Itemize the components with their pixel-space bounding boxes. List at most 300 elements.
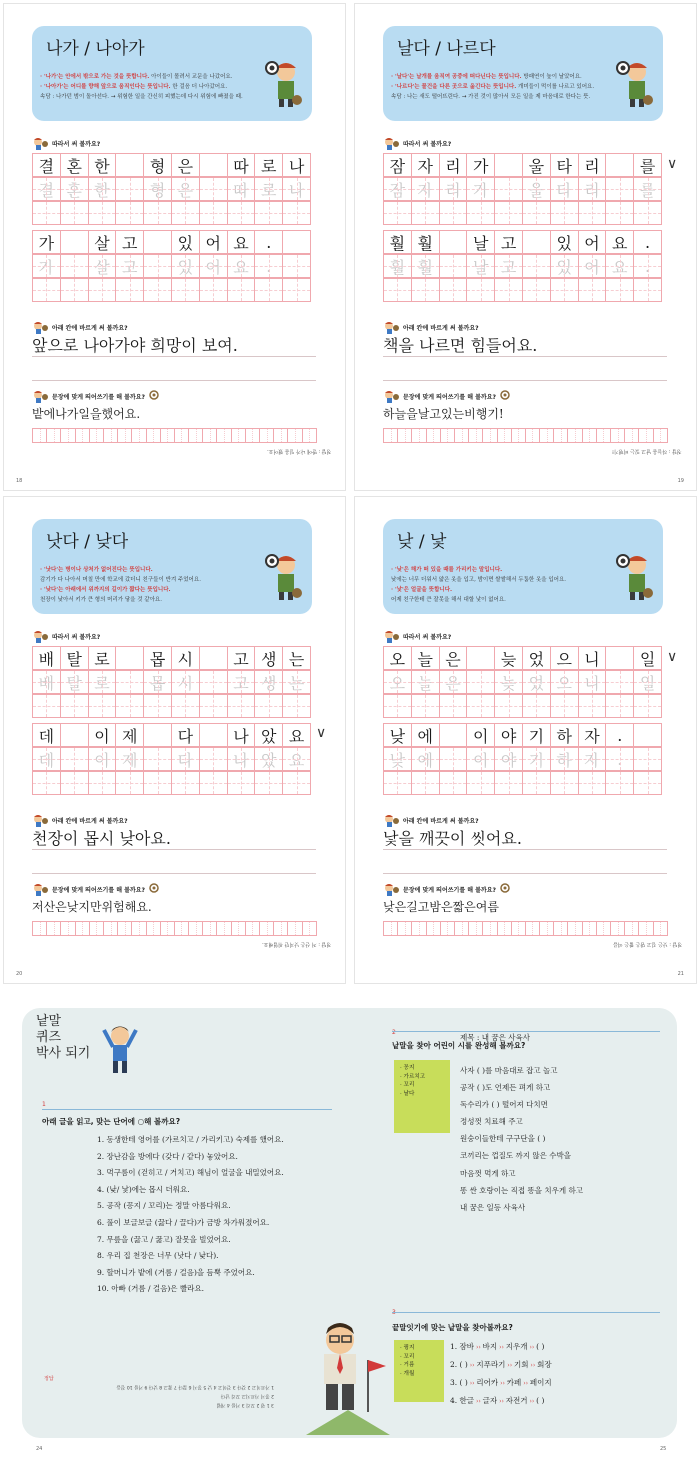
spacing-cell[interactable] <box>75 428 90 443</box>
chain-word: 2. ( ) <box>450 1360 468 1369</box>
chain-word: 카페 <box>506 1378 522 1387</box>
blank-cell[interactable] <box>171 694 200 718</box>
teacher-on-hill-icon <box>306 1300 390 1435</box>
question-item[interactable]: 6. 풀이 보글보글 (끓다 / 끌다)가 금방 차가워졌어요. <box>97 1217 270 1227</box>
character-icon <box>32 389 48 403</box>
model-cell <box>143 646 172 670</box>
cell-char: 는 <box>288 673 305 693</box>
blank-cell[interactable] <box>199 201 228 225</box>
blank-cell[interactable] <box>282 694 311 718</box>
trace-cell <box>522 177 551 201</box>
spacing-cell[interactable] <box>511 428 526 443</box>
blank-cell[interactable] <box>227 694 256 718</box>
spacing-cell[interactable] <box>397 921 412 936</box>
section-heading: 아래 글을 읽고, 맞는 단어에 ○해 볼까요? <box>42 1117 181 1126</box>
fix-label <box>383 813 479 827</box>
chain-word: 4. 한글 <box>450 1396 475 1405</box>
blank-cell[interactable] <box>439 771 468 795</box>
trace-cell <box>199 747 228 771</box>
spacing-cell[interactable] <box>103 428 118 443</box>
blank-cell[interactable] <box>227 201 256 225</box>
word-option: · 꽁지 <box>400 1065 415 1071</box>
writing-line[interactable] <box>383 873 667 874</box>
poem-line[interactable]: 내 꿈은 일등 사육사 <box>460 1202 526 1212</box>
spacing-cell[interactable] <box>426 428 441 443</box>
model-cell <box>466 230 495 254</box>
blank-cell[interactable] <box>32 201 61 225</box>
cell-char: 날 <box>473 233 489 253</box>
cell-char: 은 <box>445 673 461 693</box>
spacing-cell[interactable] <box>482 428 497 443</box>
blank-cell[interactable] <box>522 278 551 302</box>
blank-cell[interactable] <box>88 694 117 718</box>
spacing-cell[interactable] <box>397 428 412 443</box>
rule-text: · '날다'는 날개를 움직여 공중에 떠다닌다는 뜻입니다. <box>391 74 522 80</box>
spacing-cell[interactable] <box>259 921 274 936</box>
cell-char: 리 <box>445 156 461 176</box>
blank-cell[interactable] <box>605 201 634 225</box>
poem-line[interactable]: 사자 ( )를 마음대로 잡고 놀고 <box>460 1066 558 1075</box>
blank-cell[interactable] <box>282 771 311 795</box>
workbook-page <box>354 496 697 984</box>
spacing-cell[interactable] <box>216 921 231 936</box>
spacing-cell[interactable] <box>610 921 625 936</box>
spacing-cell[interactable] <box>624 921 639 936</box>
example-text: 개미들이 먹이를 나르고 있어요. <box>518 84 595 90</box>
trace-cell <box>88 670 117 694</box>
blank-cell[interactable] <box>550 201 579 225</box>
spacing-cell[interactable] <box>653 921 668 936</box>
spacing-cell[interactable] <box>596 428 611 443</box>
spacing-cell[interactable] <box>411 921 426 936</box>
model-cell <box>32 230 61 254</box>
rule-text: · '나르다'는 물건을 다른 곳으로 옮긴다는 뜻입니다. <box>391 84 517 90</box>
writing-grid-row <box>383 670 661 693</box>
blank-cell[interactable] <box>115 201 144 225</box>
trace-cell <box>282 747 311 771</box>
spacing-cell[interactable] <box>160 428 175 443</box>
blank-cell[interactable] <box>439 278 468 302</box>
question-item[interactable]: 4. (낮/ 낯)에는 몹시 더워요. <box>97 1184 190 1194</box>
cell-char: 가 <box>38 233 55 253</box>
blank-cell[interactable] <box>199 771 228 795</box>
blank-cell[interactable] <box>411 201 440 225</box>
blank-cell[interactable] <box>199 278 228 302</box>
blank-cell[interactable] <box>199 694 228 718</box>
spacing-cell[interactable] <box>245 428 260 443</box>
trace-cell <box>171 254 200 278</box>
model-cell <box>605 646 634 670</box>
cell-char: 요 <box>288 750 305 770</box>
label-text: 문장에 맞게 띄어쓰기를 해 볼까요? <box>403 393 496 401</box>
blank-cell[interactable] <box>578 201 607 225</box>
page-number: 21 <box>677 971 684 977</box>
trace-cell <box>88 254 117 278</box>
blank-cell[interactable] <box>522 694 551 718</box>
model-cell <box>578 646 607 670</box>
explorer-character-icon <box>264 56 304 108</box>
question-item[interactable]: 3. 먹구름이 (걷히고 / 거치고) 해님이 얼굴을 내밀었어요. <box>97 1168 284 1178</box>
blank-cell[interactable] <box>115 278 144 302</box>
trace-cell <box>32 254 61 278</box>
chain-word: 기회 <box>514 1360 529 1369</box>
writing-line[interactable] <box>383 849 667 850</box>
spacing-cell[interactable] <box>482 921 497 936</box>
chain-item[interactable] <box>450 1392 552 1410</box>
spacing-cell[interactable] <box>259 428 274 443</box>
character-icon <box>32 629 48 643</box>
cell-char: 울 <box>528 156 545 176</box>
blank-cell[interactable] <box>550 278 579 302</box>
workbook-page <box>354 3 697 491</box>
blank-cell[interactable] <box>466 278 495 302</box>
trace-cell <box>439 254 468 278</box>
chain-item[interactable] <box>450 1374 552 1392</box>
blank-cell[interactable] <box>88 771 117 795</box>
trace-cell <box>115 254 144 278</box>
page-title: 낮 / 낯 <box>397 532 447 552</box>
model-cell <box>32 723 61 747</box>
model-cell <box>199 646 228 670</box>
writing-line[interactable] <box>383 380 667 381</box>
blank-cell[interactable] <box>494 771 523 795</box>
spacing-cell[interactable] <box>426 921 441 936</box>
spacing-cell[interactable] <box>638 921 653 936</box>
spacing-cell[interactable] <box>553 428 568 443</box>
page-title: 날다 / 나르다 <box>397 39 496 59</box>
spacing-cell[interactable] <box>440 428 455 443</box>
question-item[interactable]: 8. 우리 집 천장은 너무 (낫다 / 낮다). <box>97 1251 219 1261</box>
blank-cell[interactable] <box>143 278 172 302</box>
cell-char: 나 <box>288 180 305 200</box>
model-cell <box>60 153 89 177</box>
blank-cell[interactable] <box>143 771 172 795</box>
cell-char: 았 <box>261 750 277 770</box>
model-cell <box>282 723 311 747</box>
cell-char: . <box>266 256 272 276</box>
blank-cell[interactable] <box>605 278 634 302</box>
spacing-cell[interactable] <box>302 428 317 443</box>
cell-char: 늘 <box>417 673 433 693</box>
spacing-cell[interactable] <box>383 921 398 936</box>
spacing-cell[interactable] <box>525 921 540 936</box>
trace-cell <box>171 177 200 201</box>
trace-cell <box>411 670 440 694</box>
blank-cell[interactable] <box>254 694 283 718</box>
spacing-cell[interactable] <box>174 428 189 443</box>
rule-explanation <box>391 72 619 102</box>
cell-char: 요 <box>288 726 305 746</box>
cell-char: 어 <box>584 257 600 277</box>
blank-cell[interactable] <box>282 278 311 302</box>
spacing-cell[interactable] <box>454 921 469 936</box>
cell-char: . <box>617 749 623 769</box>
writing-line[interactable] <box>32 356 316 357</box>
model-cell <box>282 230 311 254</box>
word-option: · 가르치고 <box>400 1073 426 1080</box>
cell-char: 형 <box>149 180 166 200</box>
spacing-cell[interactable] <box>539 428 554 443</box>
spacing-cell[interactable] <box>539 921 554 936</box>
writing-line[interactable] <box>32 849 316 850</box>
poem-line[interactable]: 독수리가 ( ) 떨어져 다치면 <box>460 1100 548 1110</box>
model-cell <box>171 153 200 177</box>
blank-cell[interactable] <box>32 771 61 795</box>
blank-cell[interactable] <box>578 694 607 718</box>
spacing-label <box>383 389 510 403</box>
spacing-cell[interactable] <box>188 921 203 936</box>
blank-cell[interactable] <box>494 694 523 718</box>
spacing-cell[interactable] <box>553 921 568 936</box>
blank-cell[interactable] <box>171 771 200 795</box>
spacing-cell[interactable] <box>497 921 512 936</box>
poem-line[interactable]: 똥 싼 호랑이는 직접 똥을 치우게 하고 <box>460 1185 583 1195</box>
blank-cell[interactable] <box>254 278 283 302</box>
question-item[interactable]: 10. 아빠 (거름 / 걸음)은 빨라요. <box>97 1284 205 1294</box>
spacing-cell[interactable] <box>582 921 597 936</box>
poem-line[interactable]: 공작 ( )도 언제든 펴게 하고 <box>460 1083 551 1093</box>
spacing-cell[interactable] <box>411 428 426 443</box>
blank-cell[interactable] <box>143 201 172 225</box>
blank-cell[interactable] <box>605 771 634 795</box>
spacing-cell[interactable] <box>497 428 512 443</box>
cell-char: 늦 <box>500 673 517 693</box>
spacing-cell[interactable] <box>567 921 582 936</box>
question-item[interactable]: 9. 할머니가 밭에 (거름 / 걸음)을 듬뿍 주었어요. <box>97 1267 255 1277</box>
trace-cell <box>550 747 579 771</box>
blank-cell[interactable] <box>411 694 440 718</box>
cell-char: 오 <box>389 673 406 693</box>
blank-cell[interactable] <box>171 278 200 302</box>
spacing-cell[interactable] <box>32 921 47 936</box>
cell-char: 훨 <box>389 257 406 277</box>
writing-grid-row <box>383 771 661 794</box>
spacing-cell[interactable] <box>146 921 161 936</box>
spacing-cell[interactable] <box>89 428 104 443</box>
rule-text: · '나가'는 안에서 밖으로 가는 것을 뜻합니다. <box>40 74 150 80</box>
blank-cell[interactable] <box>60 771 89 795</box>
spacing-cell[interactable] <box>131 428 146 443</box>
trace-cell <box>522 254 551 278</box>
label-text: 아래 칸에 바르게 써 볼까요? <box>52 817 128 825</box>
spacing-cell[interactable] <box>454 428 469 443</box>
spacing-cell[interactable] <box>60 921 75 936</box>
spacing-cell[interactable] <box>117 921 132 936</box>
arrow-icon: ›› <box>521 1380 530 1387</box>
chain-item[interactable] <box>450 1356 552 1374</box>
model-cell <box>411 153 440 177</box>
question-item[interactable]: 1. 동생한테 영어를 (가르치고 / 가리키고) 숙제를 했어요. <box>97 1135 284 1144</box>
writing-line[interactable] <box>32 873 316 874</box>
poem-line[interactable]: 마음껏 먹게 하고 <box>460 1168 516 1178</box>
blank-cell[interactable] <box>633 201 662 225</box>
spacing-cell[interactable] <box>610 428 625 443</box>
blank-cell[interactable] <box>439 201 468 225</box>
blank-cell[interactable] <box>115 694 144 718</box>
blank-cell[interactable] <box>578 278 607 302</box>
chain-word: 지우개 <box>505 1342 528 1351</box>
blank-cell[interactable] <box>227 278 256 302</box>
blank-cell[interactable] <box>254 771 283 795</box>
cell-char: 자 <box>584 750 600 770</box>
blank-cell[interactable] <box>466 201 495 225</box>
poem-line[interactable]: 원숭이들한테 구구단을 ( ) <box>460 1134 546 1144</box>
blank-cell[interactable] <box>383 694 412 718</box>
label-text: 문장에 맞게 띄어쓰기를 해 볼까요? <box>52 886 145 894</box>
spacing-cell[interactable] <box>273 428 288 443</box>
blank-cell[interactable] <box>522 771 551 795</box>
spacing-cell[interactable] <box>75 921 90 936</box>
blank-cell[interactable] <box>227 771 256 795</box>
character-icon <box>383 629 399 643</box>
practice-sentence: 천장이 몹시 낮아요. <box>32 829 171 848</box>
blank-cell[interactable] <box>32 278 61 302</box>
blank-cell[interactable] <box>282 201 311 225</box>
blank-cell[interactable] <box>605 694 634 718</box>
spacing-cell[interactable] <box>160 921 175 936</box>
spacing-cell[interactable] <box>46 921 61 936</box>
spacing-cell[interactable] <box>440 921 455 936</box>
spacing-grid <box>32 921 316 936</box>
spacing-cell[interactable] <box>302 921 317 936</box>
copy-label <box>383 136 451 150</box>
cell-char: 결 <box>38 180 55 200</box>
spacing-cell[interactable] <box>46 428 61 443</box>
blank-cell[interactable] <box>439 694 468 718</box>
spacing-mark: ∨ <box>316 725 327 741</box>
trace-cell <box>171 747 200 771</box>
blank-cell[interactable] <box>254 201 283 225</box>
trace-cell <box>383 254 412 278</box>
fix-label <box>32 813 128 827</box>
blank-cell[interactable] <box>633 694 662 718</box>
trace-cell <box>254 747 283 771</box>
spacing-cell[interactable] <box>131 921 146 936</box>
question-item[interactable]: 7. 무릎을 (끓고 / 꿇고) 잘못을 빌었어요. <box>97 1234 231 1244</box>
model-cell <box>578 153 607 177</box>
chain-word: 지푸라기 <box>476 1360 506 1369</box>
spacing-cell[interactable] <box>287 921 302 936</box>
model-cell <box>143 723 172 747</box>
blank-cell[interactable] <box>60 694 89 718</box>
spacing-cell[interactable] <box>511 921 526 936</box>
cell-char: 따 <box>233 156 249 176</box>
spacing-cell[interactable] <box>624 428 639 443</box>
blank-cell[interactable] <box>88 201 117 225</box>
writing-grid-row <box>32 670 310 693</box>
spacing-cell[interactable] <box>383 428 398 443</box>
spacing-cell[interactable] <box>60 428 75 443</box>
writing-line[interactable] <box>32 380 316 381</box>
spacing-cell[interactable] <box>231 921 246 936</box>
spacing-cell[interactable] <box>117 428 132 443</box>
blank-cell[interactable] <box>88 278 117 302</box>
cell-char: 탈 <box>66 673 82 693</box>
blank-cell[interactable] <box>383 201 412 225</box>
spacing-cell[interactable] <box>32 428 47 443</box>
blank-cell[interactable] <box>60 278 89 302</box>
writing-line[interactable] <box>383 356 667 357</box>
poem-line[interactable]: 코끼리는 껍질도 까지 않은 수박을 <box>460 1151 571 1161</box>
blank-cell[interactable] <box>60 201 89 225</box>
model-cell <box>227 646 256 670</box>
cell-char: 제 <box>122 726 138 746</box>
blank-cell[interactable] <box>466 771 495 795</box>
model-cell <box>282 153 311 177</box>
writing-grid-row <box>383 278 661 301</box>
trace-cell <box>550 254 579 278</box>
spacing-cell[interactable] <box>638 428 653 443</box>
arrow-icon: ›› <box>467 1362 477 1369</box>
blank-cell[interactable] <box>466 694 495 718</box>
blank-cell[interactable] <box>143 694 172 718</box>
spacing-cell[interactable] <box>287 428 302 443</box>
model-cell <box>383 723 412 747</box>
blank-cell[interactable] <box>115 771 144 795</box>
spacing-cell[interactable] <box>525 428 540 443</box>
cell-char: 나 <box>233 726 249 746</box>
cell-char: 었 <box>528 673 545 693</box>
cell-char: 결 <box>38 156 55 176</box>
blank-cell[interactable] <box>411 278 440 302</box>
spacing-cell[interactable] <box>188 428 203 443</box>
trace-cell <box>605 747 634 771</box>
blank-cell[interactable] <box>633 771 662 795</box>
question-item[interactable]: 2. 장난감을 방에다 (갖다 / 같다) 놓았어요. <box>97 1151 238 1161</box>
arrow-icon: ›› <box>497 1344 506 1351</box>
blank-cell[interactable] <box>411 771 440 795</box>
spacing-cell[interactable] <box>567 428 582 443</box>
chain-item[interactable] <box>450 1338 552 1356</box>
blank-cell[interactable] <box>32 694 61 718</box>
cell-char: 낮 <box>389 750 406 770</box>
blank-cell[interactable] <box>578 771 607 795</box>
spacing-cell[interactable] <box>653 428 668 443</box>
spacing-cell[interactable] <box>103 921 118 936</box>
blank-cell[interactable] <box>550 771 579 795</box>
spacing-cell[interactable] <box>596 921 611 936</box>
cell-char: 니 <box>584 649 600 669</box>
blank-cell[interactable] <box>383 771 412 795</box>
spacing-cell[interactable] <box>216 428 231 443</box>
cell-char: 다 <box>177 726 194 746</box>
spacing-cell[interactable] <box>468 428 483 443</box>
spacing-cell[interactable] <box>146 428 161 443</box>
blank-cell[interactable] <box>494 201 523 225</box>
spacing-cell[interactable] <box>202 921 217 936</box>
spacing-cell[interactable] <box>231 428 246 443</box>
spacing-cell[interactable] <box>89 921 104 936</box>
spacing-cell[interactable] <box>273 921 288 936</box>
question-item[interactable]: 5. 공작 (꽁지 / 꼬리)는 정말 아름다워요. <box>97 1201 231 1211</box>
blank-cell[interactable] <box>494 278 523 302</box>
model-cell <box>88 230 117 254</box>
trace-cell <box>282 670 311 694</box>
spacing-cell[interactable] <box>468 921 483 936</box>
blank-cell[interactable] <box>633 278 662 302</box>
blank-cell[interactable] <box>522 201 551 225</box>
spacing-cell[interactable] <box>174 921 189 936</box>
cell-char: 늘 <box>417 649 433 669</box>
poem-line[interactable]: 정성껏 치료해 주고 <box>460 1117 523 1127</box>
blank-cell[interactable] <box>550 694 579 718</box>
blank-cell[interactable] <box>171 201 200 225</box>
blank-cell[interactable] <box>383 278 412 302</box>
spacing-cell[interactable] <box>202 428 217 443</box>
spacing-cell[interactable] <box>582 428 597 443</box>
spacing-cell[interactable] <box>245 921 260 936</box>
header-box <box>383 26 663 121</box>
